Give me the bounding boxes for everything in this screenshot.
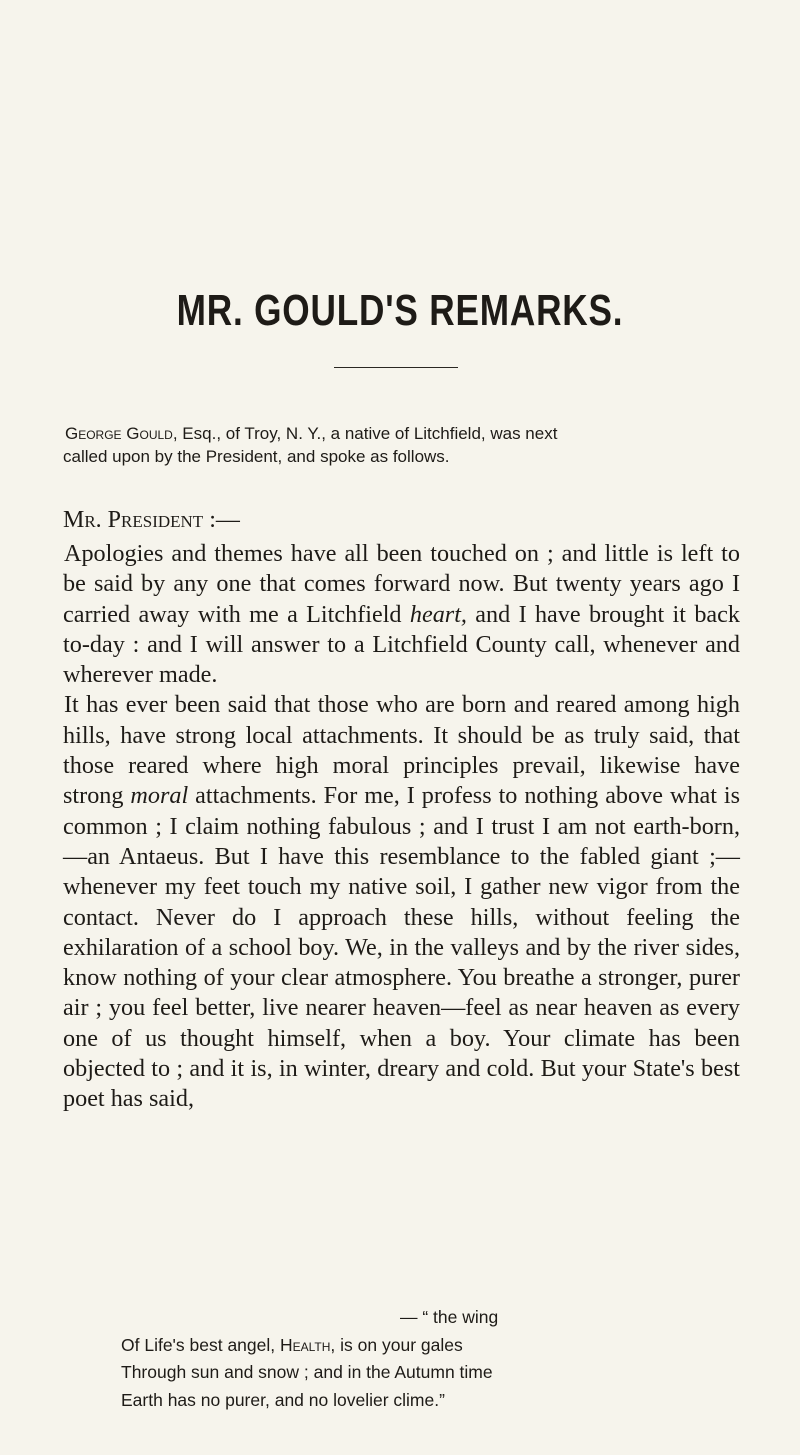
paragraph-1: [63, 539, 740, 690]
paragraph-1-text-b: and I have brought it back to-day : and I will answer to a Litchfield County call, whenever and wherever made.: [63, 600, 740, 689]
poem-line-1-a: Of Life's best angel,: [121, 1334, 280, 1355]
poem-line-1-sc: Health,: [280, 1334, 336, 1355]
poem-line-2: Through sun and snow ; and in the Autumn time: [121, 1362, 493, 1382]
paragraph-2-italic: moral: [130, 782, 189, 810]
intro-text-2: called upon by the President, and spoke as follows.: [63, 447, 450, 466]
speaker-name: George Gould: [65, 424, 173, 443]
salutation: Mr. President :—: [63, 507, 240, 533]
paragraph-1-text-a: Apologies and themes have all been touched on ; and little is left to be said by any one that comes forward now. But twenty years ago I carried away with me a Litchfield: [63, 540, 740, 628]
intro-paragraph: [63, 422, 733, 468]
page-title: MR. GOULD'S REMARKS.: [176, 286, 624, 335]
paragraph-2: [63, 690, 740, 1114]
poem-line-3: Earth has no purer, and no lovelier clime.”: [121, 1389, 445, 1410]
paragraph-2-text-b: attachments. For me, I profess to nothing above what is common ; I claim nothing fabulous ; and I trust I am not earth-born,—an Antaeus. But I have this resemblance to the fabled giant ;—whenever my feet touch my native soil, I gather new vigor from the contact. Never do I approach these hills, without feeling the exhilaration of a school boy. We, in the valleys and by the river sides, know nothing of your clear atmosphere. You breathe a stronger, purer air ; you feel better, live nearer heaven—feel as near heaven as every one of us thought himself, when a boy. Your climate has been objected to ; and it is, in winter, dreary and cold. But your State's best poet has said,: [63, 782, 740, 1113]
intro-text-1: , Esq., of Troy, N. Y., a native of Litchfield, was next: [172, 424, 558, 443]
poem-quotation: [121, 1304, 721, 1414]
title-rule: [334, 367, 458, 368]
poem-line-1: [121, 1332, 721, 1360]
paragraph-1-italic: heart,: [409, 600, 467, 628]
paragraph-2-text-a: It has ever been said that those who are born and reared among high hills, have strong local attachments. It should be as truly said, that those reared where high moral principles prevail, likewise have strong: [63, 691, 740, 810]
poem-line-0: — “ the wing: [400, 1307, 499, 1327]
speech-body: [63, 539, 740, 1115]
poem-line-1-b: is on your gales: [335, 1334, 463, 1355]
